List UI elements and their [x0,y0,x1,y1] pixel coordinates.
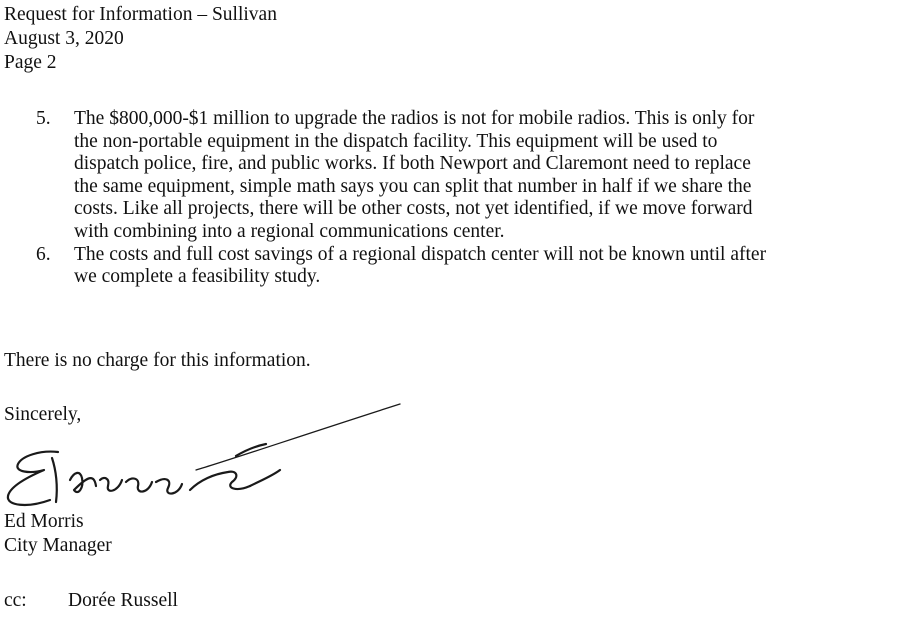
cc-label: cc: [4,590,27,611]
list-item-line: The costs and full cost savings of a regional dispatch center will not be known until after [74,243,767,265]
header-subject: Request for Information – Sullivan [4,4,277,25]
handwritten-signature [0,400,420,520]
list-item-line: with combining into a regional communications center. [74,220,505,242]
list-item-line: we complete a feasibility study. [74,266,321,288]
signer-title: City Manager [4,535,112,556]
header-page-number: Page 2 [4,52,57,73]
letter-header [4,3,277,75]
list-item-line: The $800,000-$1 million to upgrade the radios is not for mobile radios. This is only for [74,108,755,129]
signer-block [4,510,112,558]
numbered-list [36,108,896,289]
closing-note: There is no charge for this information. [4,350,311,371]
sincerely-text: Sincerely, [4,404,82,425]
cc-line [4,590,178,612]
list-item [36,108,896,244]
list-item-line: dispatch police, fire, and public works. If both Newport and Claremont need to replace [74,153,751,175]
list-item-line: the non-portable equipment in the dispatch facility. This equipment will be used to [74,130,718,152]
header-date: August 3, 2020 [4,28,124,49]
list-item-number: 5. [36,108,51,129]
list-item-line: costs. Like all projects, there will be other costs, not yet identified, if we move forward [74,198,753,220]
list-item-number: 6. [36,243,51,265]
signer-name: Ed Morris [4,511,84,532]
cc-recipient: Dorée Russell [68,590,178,611]
list-item [36,244,896,289]
list-item-line: the same equipment, simple math says you can split that number in half if we share the [74,175,752,197]
